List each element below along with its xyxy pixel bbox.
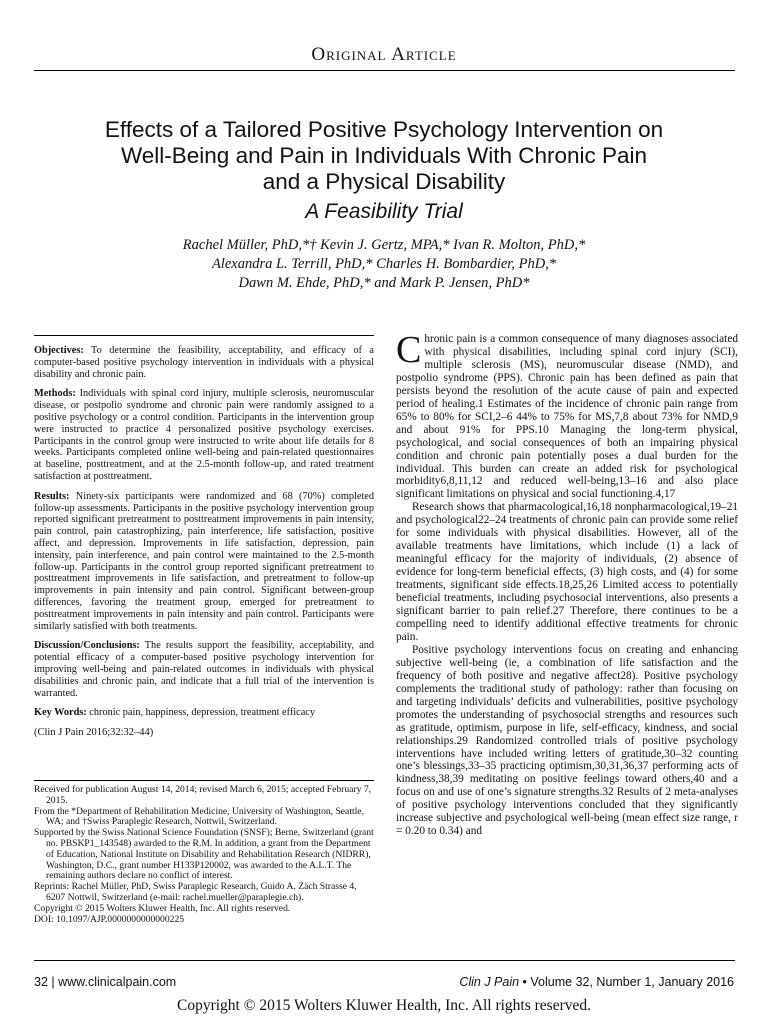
abstract-label: Methods:: [34, 388, 76, 400]
body-paragraph: [396, 329, 738, 501]
abstract-discussion: [34, 640, 374, 699]
author-line: Alexandra L. Terrill, PhD,* Charles H. Bombardier, PhD,*: [211, 256, 557, 272]
footer-separator: |: [51, 975, 55, 989]
abstract-rule: [34, 335, 374, 336]
footer-rule: [34, 960, 735, 961]
page-number: 32: [34, 975, 48, 989]
body-text: [396, 329, 738, 838]
footnote: From the *Department of Rehabilitation Medicine, University of Washington, Seattle, WA; and †Swiss Paraplegic Research, Nottwil, Switzerland.: [34, 805, 364, 828]
footnotes: [34, 785, 374, 925]
author-line: Dawn M. Ehde, PhD,* and Mark P. Jensen, PhD*: [238, 275, 530, 291]
author-list: [0, 236, 768, 293]
citation: (Clin J Pain 2016;32:32–44): [34, 727, 154, 739]
abstract-label: Discussion/Conclusions:: [34, 640, 140, 652]
abstract-methods: [34, 388, 374, 482]
footnote: Copyright © 2015 Wolters Kluwer Health, Inc. All rights reserved.: [34, 902, 291, 914]
abstract-text: Individuals with spinal cord injury, multiple sclerosis, neuromuscular disease, or postpolio syndrome and chronic pain were randomly assigned to a positive psychology or a control condition. Participants in the intervention group were instructed to practice 4 personalized positive psychology exercises. Participants in the control group were instructed to write about life details for 8 weeks. Participants completed online well-being and pain-related questionnaires at baseline, posttreatment, and at the 2.5-month follow-up, and rated treatment satisfaction at posttreatment.: [34, 388, 374, 482]
journal-name: Clin J Pain: [459, 975, 520, 989]
header-rule: [34, 70, 735, 71]
footnote: Supported by the Swiss National Science Foundation (SNSF); Berne, Switzerland (grant no. PBSKP1_143548) awarded to the R.M. In addition, a grant from the Department of Education, National Institute on Disability and Rehabilitation Research (NIDRR), Washington, D.C., grant number H133P120002, was awarded to the A.L.T. The remaining authors declare no conflict of interest.: [34, 827, 374, 882]
body-paragraph: Positive psychology interventions focus on creating and enhancing subjective well-being (ie, a combination of life satisfaction and the frequency of both positive and negative affect28). Positive psychology complements the traditional study of pathology: rather than focusing on and targeting individuals’ deficits and vulnerabilities, positive psychology promotes the understanding of psychosocial strengths and resources such as gratitude, optimism, purpose in life, self-efficacy, kindness, and social relationships.29 Randomized controlled trials of positive psychology interventions have included writing letters of gratitude,30–32 counting one’s blessings,33–35 practicing optimism,30,31,36,37 performing acts of kindness,38,39 meditating on positive feelings toward others,40 and a focus on and use of one’s signature strengths.32 Results of 2 meta-analyses of positive psychology interventions concluded that they significantly increase subjective and psychological well-being (mean effect size range, r = 0.20 to 0.34) and: [396, 643, 738, 838]
abstract-text: chronic pain, happiness, depression, treatment efficacy: [86, 707, 315, 719]
abstract-keywords: [34, 707, 374, 719]
title-line: Effects of a Tailored Positive Psychology Intervention on: [104, 117, 664, 142]
article-subtitle: A Feasibility Trial: [305, 200, 463, 223]
title-line: Well-Being and Pain in Individuals With Chronic Pain: [120, 143, 648, 168]
footer-left: [34, 975, 176, 989]
title-line: and a Physical Disability: [262, 169, 506, 194]
abstract-text: Ninety-six participants were randomized and 68 (70%) completed follow-up assessments. Participants in the positive psychology intervention group reported significant pretreatment to posttreatment improvements in pain intensity, pain control, pain catastrophizing, pain interference, life satisfaction, positive affect, and depression. Improvements in life satisfaction, depression, pain intensity, pain interference, and pain control were maintained to the 2.5-month follow-up. Participants in the control group reported significant pretreatment to posttreatment improvements in life satisfaction, and pretreatment to follow-up improvements in pain intensity and pain control. Significant between-group differences, favoring the treatment group, emerged for pretreatment to posttreatment improvements in pain intensity and pain control. Participants were similarly satisfied with both treatments.: [34, 490, 374, 632]
abstract: [34, 345, 374, 739]
abstract-text: The results support the feasibility, acceptability, and potential efficacy of a computer-based positive psychology intervention for improving well-being and pain-related outcomes in individuals with physical disabilities and chronic pain, and indicate that a full trial of the intervention is warranted.: [34, 640, 374, 699]
footnote: Reprints: Rachel Müller, PhD, Swiss Paraplegic Research, Guido A. Zäch Strasse 4, 6207 Nottwil, Switzerland (e-mail: rachel.mueller@paraplegie.ch).: [34, 881, 357, 903]
journal-issue: • Volume 32, Number 1, January 2016: [519, 975, 734, 989]
abstract-results: [34, 491, 374, 633]
abstract-label: Key Words:: [34, 707, 87, 719]
paragraph-text: hronic pain is a common consequence of many diagnoses associated with physical disabilities, including spinal cord injury (SCI), multiple sclerosis (MS), neuromuscular disease (NMD), and postpolio syndrome (PPS). Chronic pain has been defined as pain that persists beyond the resolution of the acute cause of pain and expected period of healing.1 Estimates of the incidence of chronic pain range from 65% to 80% for SCI,2–6 44% to 75% for MS,7,8 about 73% for NMD,9 and about 91% for PPS.10 Managing the long-term physical, psychological, and social consequences of both an impairing physical condition and chronic pain potentially poses a dual burden for the individual. This burden can create an added risk for psychological morbidity6,8,11,12 and reduced well-being,13–16 and also place significant limitations on physical and social functioning.4,17: [396, 333, 738, 501]
notes-rule: [34, 780, 374, 781]
body-paragraph: Research shows that pharmacological,16,18 nonpharmacological,19–21 and psychological22–24 treatments of chronic pain can provide some relief for some individuals with physical disabilities. However, all of the available treatments have limitations, which include (1) a lack of meaningful efficacy for the majority of individuals, (2) absence of evidence for long-term beneficial effects, (3) high costs, and (4) for some treatments, significant side effects.18,25,26 Limited access to potentially beneficial treatments, including psychosocial interventions, also presents a significant barrier to pain relief.27 Therefore, there continues to be a compelling need to identify additional effective treatments for chronic pain.: [396, 501, 738, 643]
author-line: Rachel Müller, PhD,*† Kevin J. Gertz, MPA,* Ivan R. Molton, PhD,*: [182, 237, 586, 253]
abstract-label: Objectives:: [34, 345, 84, 356]
footnote: DOI: 10.1097/AJP.0000000000000225: [34, 913, 185, 925]
footer-right: [459, 975, 734, 989]
article-title: [40, 117, 728, 195]
dropcap: C: [396, 329, 422, 371]
copyright-notice: Copyright © 2015 Wolters Kluwer Health, Inc. All rights reserved.: [176, 997, 592, 1014]
section-label: Original Article: [311, 44, 457, 65]
abstract-label: Results:: [34, 490, 70, 502]
abstract-objectives: [34, 345, 374, 380]
abstract-text: To determine the feasibility, acceptability, and efficacy of a computer-based positive psychology intervention in individuals with a physical disability and chronic pain.: [34, 345, 374, 380]
journal-website-link[interactable]: www.clinicalpain.com: [58, 975, 177, 989]
footnote: Received for publication August 14, 2014; revised March 6, 2015; accepted February 7, 2015.: [34, 784, 372, 806]
